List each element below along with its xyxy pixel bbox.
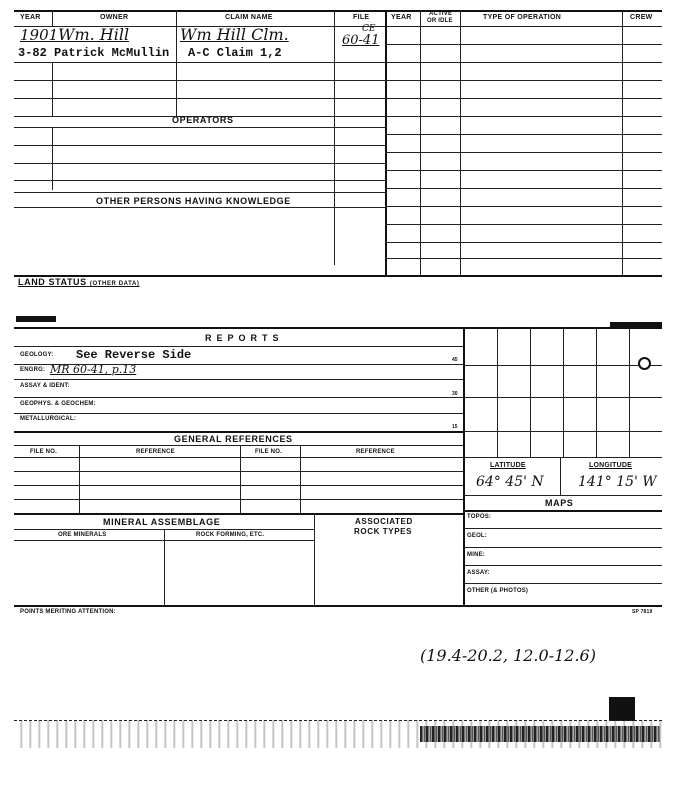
land-status-label xyxy=(18,277,140,287)
row1-year: 1901 xyxy=(20,26,59,44)
row1-owner: Wm. Hill xyxy=(58,25,130,44)
geology-num: 45 xyxy=(452,357,458,363)
location-marker-icon xyxy=(638,357,651,370)
metallurgical-label: METALLURGICAL: xyxy=(20,416,77,422)
coordinate-annotation: (19.4-20.2, 12.0-12.6) xyxy=(420,646,596,665)
general-references-title: GENERAL REFERENCES xyxy=(174,434,293,444)
ore-minerals-label: ORE MINERALS xyxy=(58,532,107,538)
col-file-no-2: FILE NO. xyxy=(255,449,282,455)
land-status-sub: (OTHER DATA) xyxy=(89,281,140,287)
longitude-label: LONGITUDE xyxy=(589,462,633,469)
header-owner: OWNER xyxy=(100,14,129,21)
maps-title: MAPS xyxy=(545,498,574,508)
header-or-idle: OR IDLE xyxy=(427,18,453,24)
row1-claim-name: Wm Hill Clm. xyxy=(180,25,289,44)
col-reference-2: REFERENCE xyxy=(356,449,395,455)
row1-file: 60-41 xyxy=(342,33,380,48)
assay-label: ASSAY & IDENT: xyxy=(20,383,70,389)
header-active: ACTIVE xyxy=(429,11,453,17)
metallurgical-num: 15 xyxy=(452,424,458,430)
header-crew: CREW xyxy=(630,14,653,21)
other-persons-label: OTHER PERSONS HAVING KNOWLEDGE xyxy=(96,196,291,206)
row2-year-owner: 3-82 Patrick McMullin xyxy=(18,46,170,60)
land-status-title: LAND STATUS xyxy=(18,277,87,287)
engrg-value: MR 60-41, p.13 xyxy=(50,363,137,376)
maps-other: OTHER (& PHOTOS) xyxy=(467,588,529,594)
maps-geol: GEOL: xyxy=(467,533,487,539)
col-file-no: FILE NO. xyxy=(30,449,57,455)
rock-types-label: ROCK TYPES xyxy=(354,527,413,536)
engrg-label: ENGRG: xyxy=(20,367,46,373)
reports-title: REPORTS xyxy=(205,333,284,343)
row2-claim-name: A-C Claim 1,2 xyxy=(188,46,282,60)
header-claim-name: CLAIM NAME xyxy=(225,14,273,21)
latitude-value: 64° 45' N xyxy=(476,474,544,490)
associated-label: ASSOCIATED xyxy=(355,517,413,526)
scan-noise-dark xyxy=(420,726,660,742)
points-meriting-attention: POINTS MERITING ATTENTION: xyxy=(20,609,116,615)
mineral-assemblage-title: MINERAL ASSEMBLAGE xyxy=(103,517,221,527)
row1-file-top: CE xyxy=(362,24,376,34)
rock-forming-label: ROCK FORMING, ETC. xyxy=(196,532,265,538)
maps-assay: ASSAY: xyxy=(467,570,490,576)
form-number: SP 7819 xyxy=(632,609,653,615)
header-year-2: YEAR xyxy=(391,14,412,21)
ink-stain xyxy=(16,316,56,322)
geology-value: See Reverse Side xyxy=(76,348,192,362)
geophys-label: GEOPHYS. & GEOCHEM: xyxy=(20,401,96,407)
assay-num: 30 xyxy=(452,391,458,397)
operators-label: OPERATORS xyxy=(172,115,234,125)
maps-mine: MINE: xyxy=(467,552,485,558)
geology-label: GEOLOGY: xyxy=(20,352,54,358)
header-year: YEAR xyxy=(20,14,41,21)
col-reference: REFERENCE xyxy=(136,449,175,455)
maps-topos: TOPOS: xyxy=(467,514,492,520)
header-file: FILE xyxy=(353,14,370,21)
latitude-label: LATITUDE xyxy=(490,462,526,469)
longitude-value: 141° 15' W xyxy=(578,474,657,490)
header-type-of-operation: TYPE OF OPERATION xyxy=(483,14,562,21)
scan-artifact-square xyxy=(609,697,635,721)
